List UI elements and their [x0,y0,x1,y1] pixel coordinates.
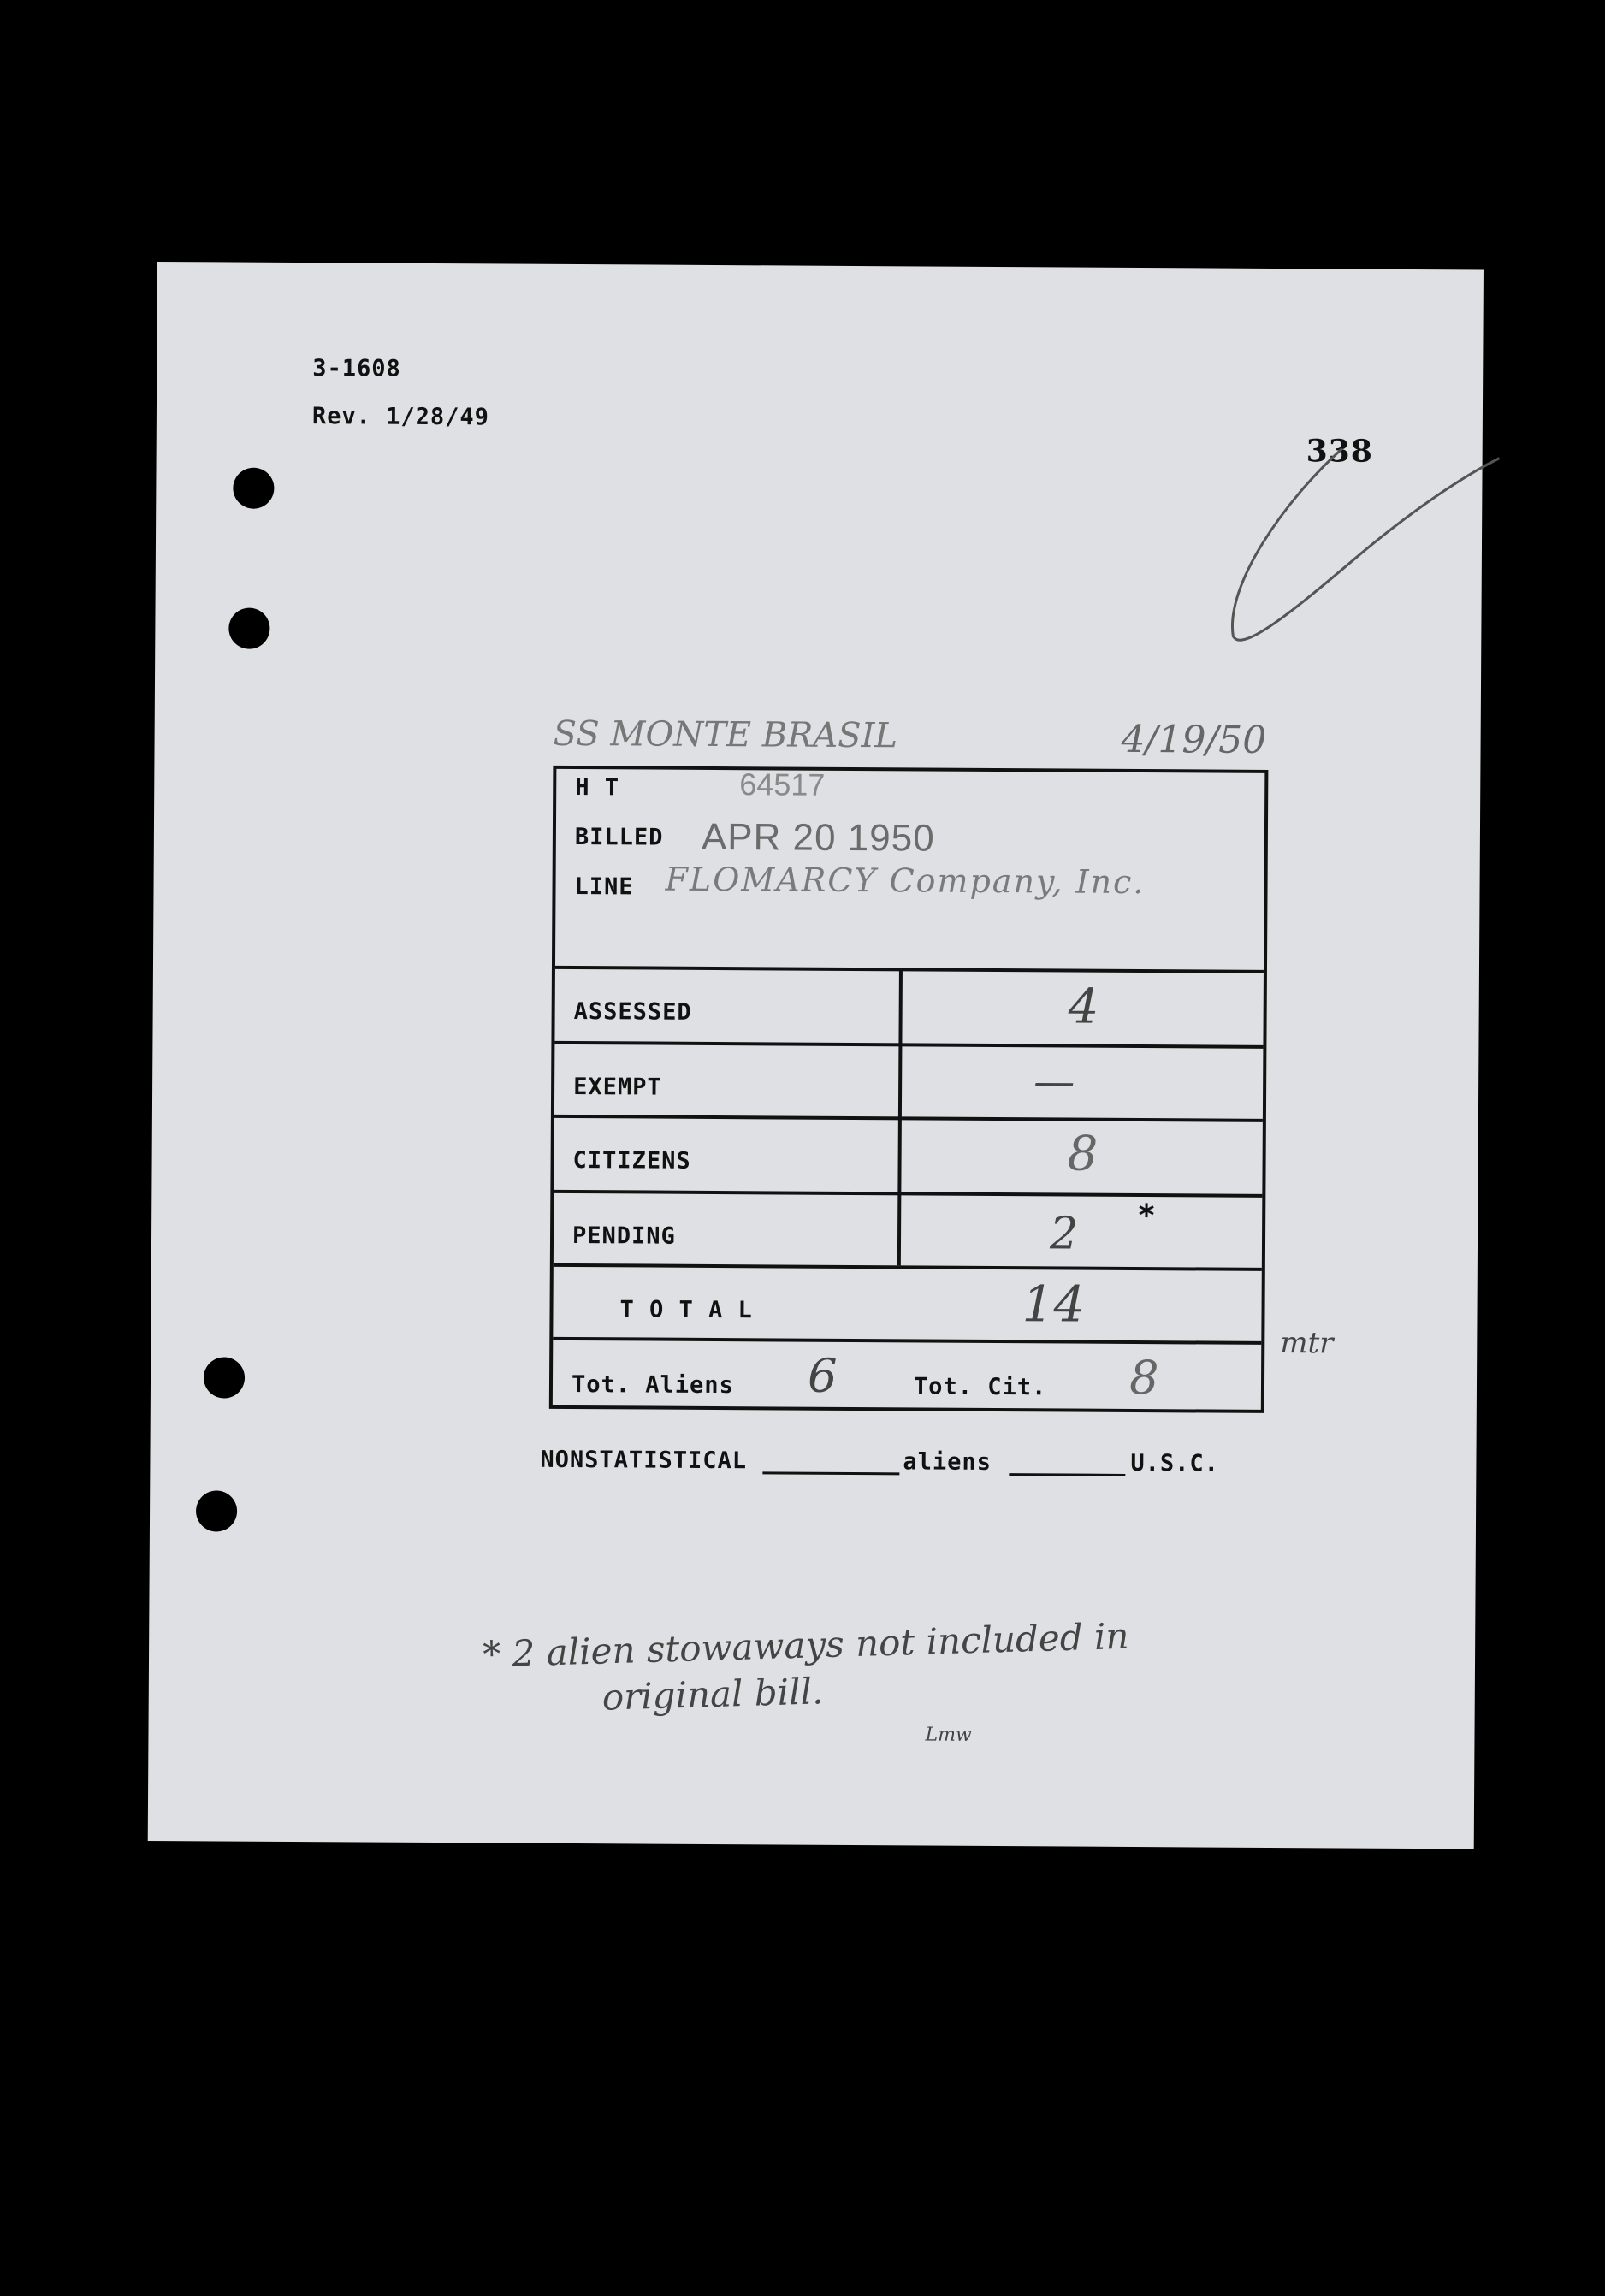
billed-date-stamp: APR 20 1950 [701,815,935,860]
handwritten-note-line1: * 2 alien stowaways not included in [482,1614,1130,1676]
pending-label: PENDING [572,1222,676,1250]
punch-hole [228,608,269,649]
side-initials: mtr [1280,1326,1334,1361]
punch-hole [196,1490,237,1531]
assessed-value: 4 [1068,979,1099,1035]
vessel-name: SS MONTE BRASIL [553,713,898,756]
line-company: FLOMARCY Company, Inc. [665,860,1146,902]
punch-hole [204,1357,245,1398]
ht-number: 64517 [739,766,826,802]
nonstat-aliens-label: aliens [903,1448,992,1476]
nonstatistical-label: NONSTATISTICAL [540,1446,748,1475]
handwritten-date: 4/19/50 [1121,717,1267,762]
tot-cit-label: Tot. Cit. [913,1373,1047,1401]
citizens-value: 8 [1067,1126,1099,1182]
form-number: 3-1608 [312,355,401,382]
bill-form [549,766,1269,1413]
revision-date: Rev. 1/28/49 [311,403,490,431]
total-value: 14 [1022,1275,1086,1334]
reviewer-initials: Lmw [925,1724,972,1746]
page-number: 338 [1306,433,1373,470]
total-label: T O T A L [619,1296,753,1324]
handwritten-note-line2: original bill. [601,1670,824,1719]
tot-cit-value: 8 [1128,1350,1159,1405]
exempt-value: — [1033,1057,1075,1106]
pending-asterisk: * [1137,1198,1158,1234]
tot-aliens-label: Tot. Aliens [571,1370,734,1399]
ht-label: H T [575,773,620,802]
document-page [148,262,1484,1849]
punch-hole [233,468,274,509]
billed-label: BILLED [574,823,664,851]
citizens-label: CITIZENS [572,1146,691,1175]
line-label: LINE [574,873,634,901]
tot-aliens-value: 6 [807,1348,838,1403]
assessed-label: ASSESSED [573,997,692,1026]
pending-value: 2 [1049,1208,1079,1260]
check-mark-icon [1070,413,1500,672]
nonstat-usc-label: U.S.C. [1130,1449,1220,1477]
exempt-label: EXEMPT [573,1073,662,1101]
